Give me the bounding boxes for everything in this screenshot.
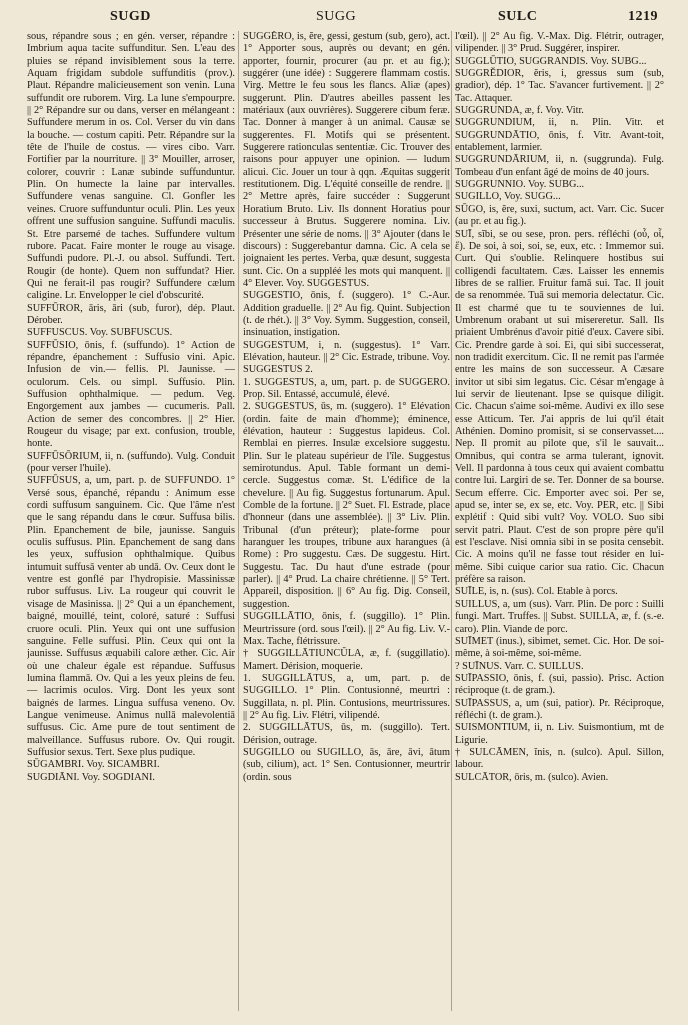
dictionary-entry: SUGGRUNDA, æ, f. Voy. Vitr.	[455, 105, 584, 117]
column-middle	[243, 31, 450, 1015]
dictionary-entry: 2. SUGGILLĀTUS, ūs, m. (suggillo). Tert. Dérision, outrage.	[243, 722, 450, 746]
dictionary-entry: SUISMONTIUM, ii, n. Liv. Suismontium, mt de Ligurie.	[455, 722, 664, 746]
dictionary-entry: SUILLUS, a, um (sus). Varr. Plin. De porc : Suilli fungi. Mart. Truffes. || Subst. SUILLA, æ, f. (s.-e. caro). Plin. Viande de porc.	[455, 598, 664, 635]
dictionary-entry: 2. SUGGESTUS, ūs, m. (suggero). 1° Elévation (ordin. faite de main d'homme); éminence, élévation, hauteur : Suggestus lapideus. Col. Remblai en pierres. Insulæ excelsiore suggestu. Plin. Sur le plateau supérieur de l'île. Suggestus semirotundus. Apul. Table formant un demi-cercle. Suggestus comæ. St. L'édifice de la chevelure. || Au fig. Suggestus fortunarum. Apul. Comble de la fortune. || 2° Suet. Fl. Estrade, place d'honneur (dans une assemblée). || 3° Liv. Plin. Tribunal (d'un préteur); plate-forme pour haranguer les troupes, tribune aux harangues (à Rome) : Pro suggestu. Cæs. De suggestu. Hirt. Suggestu. Tac. Du haut d'une estrade (pour parler). || 4° Prud. La chaire chrétienne. || 5° Tert. Appareil, disposition. || 6° Au fig. Dig. Conseil, suggestion.	[243, 401, 450, 610]
dictionary-entry: SUGGRUNDIUM, ii, n. Plin. Vitr. et SUGGRUNDĀTIO, ōnis, f. Vitr. Avant-toit, entablement, larmier.	[455, 117, 664, 154]
dictionary-entry: ? SUĪNUS. Varr. C. SUILLUS.	[455, 660, 584, 672]
dictionary-entry: SUĪPASSIO, ōnis, f. (sui, passio). Prisc. Action réciproque (t. de gram.).	[455, 672, 664, 697]
dictionary-entry: SUFFUSCUS. Voy. SUBFUSCUS.	[27, 327, 173, 339]
dictionary-entry: SUGILLO, Voy. SUGG...	[455, 191, 561, 203]
page-number: 1219	[628, 9, 658, 24]
dictionary-entry: SUGGESTIO, ōnis, f. (suggero). 1° C.-Aur. Addition graduelle. || 2° Au fig. Quint. Subjection (t. de rhét.). || 3° Voy. Symm. Suggestion, conseil, insinuation, instigation.	[243, 290, 450, 339]
dictionary-entry: † SULCĀMEN, ĭnis, n. (sulco). Apul. Sillon, labour.	[455, 746, 664, 771]
dictionary-entry: SUGGĔRO, is, ĕre, gessi, gestum (sub, gero), act. 1° Apporter sous, auprès ou devant; en gén. apporter, fournir, procurer (au pr. et au fig.); suggérer (une idée) : Suggerere flammam costis. Virg. Mettre le feu sous les flancs. Aliæ (apes) suggerunt. Plin. D'autres abeilles passent les matériaux (aux ouvrières). Suggerere cibum feræ. Tac. Donner à manger à un animal. Causæ se suggerentes. Fl. Motifs qui se présentent. Suggerere rationculas sententiæ. Cic. Trouver des raisons pour appuyer une opinion. — ludum alicui. Cic. Jouer un tour à qqn. Æquitas suggerit restitutionem. Dig. L'équité conseille de rendre. || 2° Mettre après, faire succéder : Suggerunt Horatium Bruto. Liv. Ils donnent Horatius pour successeur à Brutus. Suggerere nomina. Liv. Présenter une série de noms. || 3° Ajouter (dans le discours) : Suggerebantur damna. Cic. A cela se joignaient les pertes. Verba, quæ desunt, suggesta sunt. Cic. On a suppléé les mots qui manquent. || 4° Elever. Voy. SUGGESTUS.	[243, 31, 450, 289]
dictionary-entry: SULCĀTOR, ōris, m. (sulco). Avien.	[455, 771, 609, 783]
dictionary-entry: SUFFŪSŌRIUM, ii, n. (suffundo). Vulg. Conduit (pour verser l'huile).	[27, 450, 235, 475]
dictionary-entry: SUGGILLO ou SUGILLO, ās, āre, āvi, ātum (sub, cilium), act. 1° Sen. Contusionner, meurtrir (ordin. sous	[243, 746, 450, 783]
running-head-center: SUGG	[316, 9, 357, 24]
dictionary-entry: 1. SUGGILLĀTUS, a, um, part. p. de SUGGILLO. 1° Plin. Contusionné, meurtri : Suggillata, n. pl. Plin. Contusions, meurtrissures. || 2° Au fig. Liv. Flétri, vilipendé.	[243, 672, 450, 721]
column-left	[27, 31, 235, 1015]
dictionary-entry: SUGDIĀNI. Voy. SOGDIANI.	[27, 771, 155, 783]
dictionary-entry: sous, répandre sous ; en gén. verser, répandre : Imbrium aqua tacite suffunditur. Sen. L'eau des pluies se répand invisiblement sous la terre. Aquam frigidam subdole suffunditis (prov.). Plaut. Répandre malicieusement son venin. Luna suffundit ore ruborem. Virg. La lune s'empourpre. || 2° Répandre sur ou dans, verser en mélangeant : Suffundere merum in os. Col. Verser du vin dans la bouche. — costum capiti. Petr. Répandre sur la tête de l'huile de costus. — vires cibo. Varr. Fortifier par la nourriture. || 3° Mouiller, arroser, colorer, couvrir : Lanæ subinde suffunduntur. Plin. On humecte la laine par intervalles. Suffundere venas sanguine. Cl. Gonfler les veines. Cruore suffunduntur oculi. Plin. Les yeux offrent une suffusion sanguine. Suffundi maculis. St. Etre parsemé de taches. Suffundere vultum rubore. Pacat. Faire monter le rouge au visage. Suffundi pudore. Pl.-J. ou absol. Suffundi. Tert. Rougir (de honte). Quem non suffundat? Hier. Qui ne ferait-il pas rougir? Suffundere cælum caligine. Lr. Envelopper le ciel d'obscurité.	[27, 31, 235, 302]
column-right	[455, 31, 664, 1015]
dictionary-entry: 1. SUGGESTUS, a, um, part. p. de SUGGERO. Prop. Sil. Entassé, accumulé, élevé.	[243, 376, 450, 400]
column-divider	[238, 31, 239, 1011]
dictionary-entry: SUĪMET (inus.), sibimet, semet. Cic. Hor. De soi-même, à soi-même, soi-même.	[455, 635, 664, 660]
running-head-right: SULC	[498, 9, 538, 24]
running-head-left: SUGD	[110, 9, 151, 24]
dictionary-entry: SUFFŪROR, āris, āri (sub, furor), dép. Plaut. Dérober.	[27, 302, 235, 326]
dictionary-entry: SUFFŪSIO, ōnis, f. (suffundo). 1° Action de répandre, épanchement : Suffusio vini. Apic. Infusion de vin.— fellis. Pl. Jaunisse. — oculorum. Cels. ou simpl. Suffusio. Plin. Suffusion ophthalmique. — pedum. Veg. Engorgement aux jambes — cucumeris. Pall. Action de semer des concombres. || 2° Hier. Rougeur du visage; par ext. confusion, trouble, honte.	[27, 339, 235, 450]
dictionary-entry: SUFFŪSUS, a, um, part. p. de SUFFUNDO. 1° Versé sous, épanché, répandu : Animum esse cordi suffusum sanguinem. Cic. Que l'âme n'est que le sang répandu dans le cœur. Suffusa bilis. Plin. Epanchement de bile, jaunisse. Sanguis oculis suffusus. Plin. Epanchement de sang dans les yeux, suffusion ophthalmique. Quibus intumuit suffusā venter ab undā. Ov. Ceux dont le ventre est gonflé par l'hydropisie. Massinissæ rubor suffusus. Liv. La rougeur qui couvrit le visage de Masinissa. || 2° Qui a un épanchement, baigné, mouillé, teint, coloré, saturé : Suffusi cruore oculi. Plin. Yeux qui ont une suffusion sanguine. Felle suffusi. Plin. Ceux qui ont la jaunisse. Suffusus æquabili calore æther. Cic. Air où une chaleur égale est répandue. Suffusus lumina flammā. Ov. Qui a les yeux pleins de feu. — lacrimis oculos. Virg. Dont les yeux sont baignés de larmes. Lingua suffusa veneno. Ov. Langue venimeuse. Animus nullā malevolentiā suffusus. Cic. Ame pure de tout sentiment de malveillance. Suffusus rubore. Ov. Qui rougit. Suffusior sexus. Tert. Sexe plus pudique.	[27, 475, 235, 758]
column-divider	[451, 31, 452, 1011]
dictionary-entry: SUĪ, sĭbi, se ou sese, pron. pers. réfléchi (οὗ, οἷ, ἕ). De soi, à soi, soi, se, eux, etc. : Immemor sui. Curt. Qui s'oublie. Relinquere hostibus sui colligendi facultatem. Cæs. Laisser les ennemis libres de se rallier. Fruitur famā sui. Tac. Il jouit de sa renommée. Tuā sui memoria delectatur. Cic. Il est charmé que tu te souviennes de lui. Umbrenum orabant ut sui misereretur. Sall. Ils priaient Umbrénus d'avoir pitié d'eux. Cavere sibi. Cic. Prendre garde à soi. Ei, qui sibi successerat, non tradidit exercitum. Cic. Il ne remit pas l'armée entre les mains de son successeur. A Cæsare invitor ut sibi sim legatus. Cic. César m'engage à lui servir de lieutenant. Ipse se quisque diligit. Cic. Chacun s'aime soi-même. Audivi ex illo sese esse Atticum. Ter. J'ai appris de lui qu'il était Athénien. Domino promisit, si se conservasset.... Nep. Il promit au pilote que, s'il le sauvait... Omnibus, qui contra se arma tulerant, ignovit. Vell. Il pardonna à tous ceux qui avaient combattu contre lui. Largiri de se. Ter. Donner de sa bourse. Secum efferre. Cic. Emporter avec soi. Per se, apud se, inter se, ex se, etc. Voy. PER, etc. || Sibi explétif : Quid sibi vult? Voy. VOLO. Suo sibi servit patri. Plaut. C'est de son propre père qu'il est l'esclave. Nisi omnia sibi in se posita censebit. Cic. A moins qu'il ne fasse tout résider en lui-même. Sibi cuique carior sua ratio. Cic. Chacun préfère sa raison.	[455, 228, 664, 586]
dictionary-entry: SUĪLE, is, n. (sus). Col. Etable à porcs.	[455, 586, 618, 598]
dictionary-entry: SUGGRUNDĀRIUM, ii, n. (suggrunda). Fulg. Tombeau d'un enfant âgé de moins de 40 jours.	[455, 154, 664, 178]
dictionary-entry: SUGGRĔDIOR, ĕris, i, gressus sum (sub, gradior), dép. 1° Tac. S'avancer furtivement. || 2° Tac. Attaquer.	[455, 68, 664, 104]
dictionary-entry: SUGGLŪTIO, SUGGRANDIS. Voy. SUBG...	[455, 55, 647, 67]
dictionary-entry: SUGGRUNNIO. Voy. SUBG...	[455, 179, 585, 191]
dictionary-entry: SŪGO, is, ĕre, suxi, suctum, act. Varr. Cic. Sucer (au pr. et au fig.).	[455, 203, 664, 228]
dictionary-entry: SUGGESTUM, i, n. (suggestus). 1° Varr. Elévation, hauteur. || 2° Cic. Estrade, tribune. Voy. SUGGESTUS 2.	[243, 339, 450, 376]
dictionary-entry: SUĪPASSUS, a, um (sui, patior). Pr. Réciproque, réfléchi (t. de gram.).	[455, 697, 664, 721]
dictionary-entry: SŪGAMBRI. Voy. SICAMBRI.	[27, 759, 160, 771]
dictionary-entry: † SUGGILLĀTIUNCŬLA, æ, f. (suggillatio). Mamert. Dérision, moquerie.	[243, 648, 450, 672]
dictionary-entry: SUGGILLĀTIO, ōnis, f. (suggillo). 1° Plin. Meurtrissure (ord. sous l'œil). || 2° Au fig. Liv. V.-Max. Tache, flétrissure.	[243, 611, 450, 647]
dictionary-entry: l'œil). || 2° Au fig. V.-Max. Dig. Flétrir, outrager, vilipender. || 3° Prud. Suggérer, inspirer.	[455, 31, 664, 55]
